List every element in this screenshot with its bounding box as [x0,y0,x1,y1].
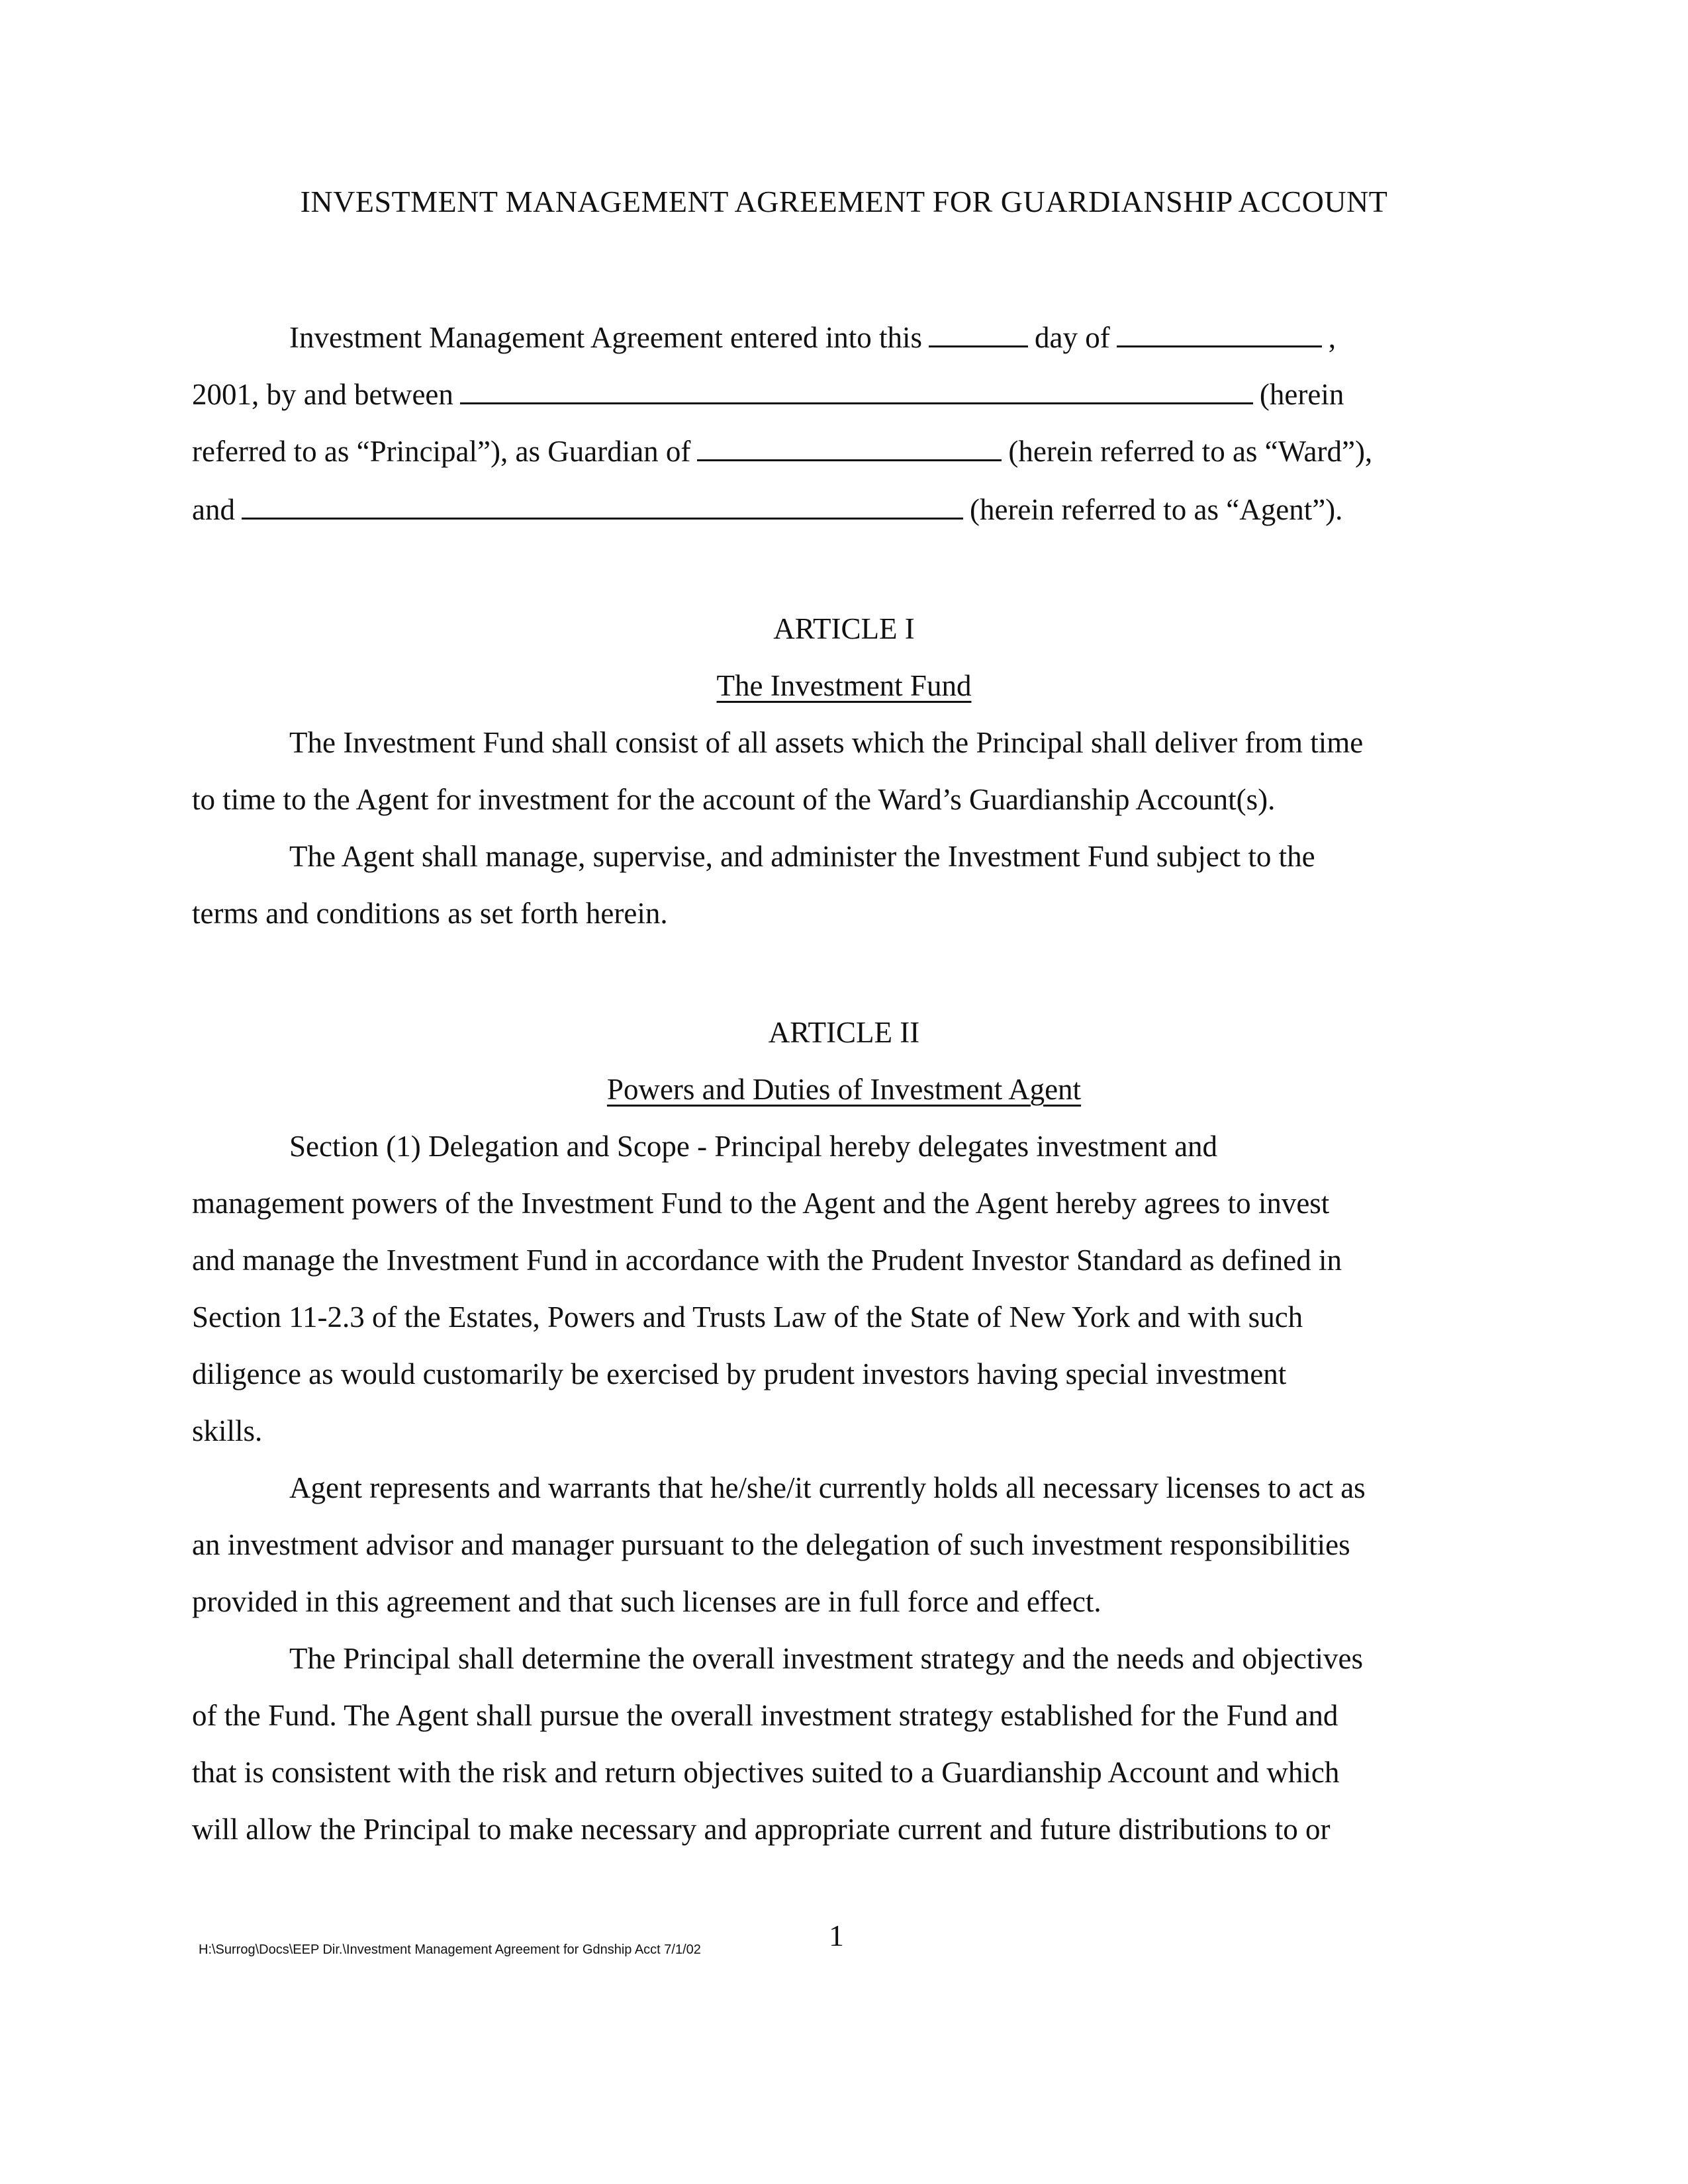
article-2-line: diligence as would customarily be exercised by prudent investors having special investment [192,1357,1287,1390]
preamble-text: (herein [1259,378,1344,411]
agent-name-blank [242,491,963,520]
preamble-text: , [1328,321,1336,354]
page-number: 1 [829,1919,844,1952]
preamble-text: Investment Management Agreement entered into this [289,321,922,354]
article-2-line: provided in this agreement and that such licenses are in full force and effect. [192,1585,1102,1618]
ward-name-blank [697,433,1002,461]
article-2-subheading-text: Powers and Duties of Investment Agent [606,1073,1082,1106]
article-2-line: will allow the Principal to make necessary and appropriate current and future distributions to or [192,1813,1331,1846]
preamble-text: day of [1034,321,1110,354]
article-1-subheading-text: The Investment Fund [716,669,972,702]
preamble-line-1 [289,318,1600,357]
article-1-line: The Agent shall manage, supervise, and administer the Investment Fund subject to the [289,840,1315,873]
preamble-text: 2001, by and between [192,378,453,411]
article-2-line: management powers of the Investment Fund to the Agent and the Agent hereby agrees to invest [192,1187,1330,1220]
footer-file-path: H:\Surrog\Docs\EEP Dir.\Investment Management Agreement for Gdnship Acct 7/1/02 [199,1942,701,1957]
preamble-text: (herein referred to as “Agent”). [969,493,1343,526]
article-1-heading: ARTICLE I [773,612,915,645]
principal-name-blank [460,376,1253,404]
article-2-line: skills. [192,1414,263,1447]
article-2-heading: ARTICLE II [768,1016,920,1049]
article-2-line: Section 11-2.3 of the Estates, Powers and Trusts Law of the State of New York and with such [192,1300,1303,1334]
preamble-text: and [192,493,235,526]
article-2-line: that is consistent with the risk and return objectives suited to a Guardianship Account and which [192,1756,1340,1789]
article-2-line: Section (1) Delegation and Scope - Principal hereby delegates investment and [289,1130,1218,1163]
month-blank [1117,319,1322,347]
article-2-line: Agent represents and warrants that he/she/it currently holds all necessary licenses to act as [289,1471,1366,1504]
article-2-subheading [0,1069,1688,1109]
article-1-line: terms and conditions as set forth herein. [192,897,668,930]
article-2-line: and manage the Investment Fund in accordance with the Prudent Investor Standard as defined in [192,1244,1342,1277]
article-2-line: of the Fund. The Agent shall pursue the overall investment strategy established for the Fund and [192,1699,1338,1732]
preamble-text: (herein referred to as “Ward”), [1008,435,1373,468]
article-2-line: The Principal shall determine the overall investment strategy and the needs and objectives [289,1642,1363,1675]
preamble-line-3 [192,432,1503,471]
article-1-line: The Investment Fund shall consist of all assets which the Principal shall deliver from time [289,726,1364,759]
article-2-line: an investment advisor and manager pursuant to the delegation of such investment responsibilities [192,1528,1350,1561]
article-1-line: to time to the Agent for investment for the account of the Ward’s Guardianship Account(s). [192,783,1276,816]
preamble-line-4 [192,490,1503,529]
document-title: INVESTMENT MANAGEMENT AGREEMENT FOR GUARDIANSHIP ACCOUNT [300,185,1388,218]
preamble-text: referred to as “Principal”), as Guardian of [192,435,691,468]
article-1-subheading [0,666,1688,705]
preamble-line-2 [192,375,1503,414]
day-blank [929,319,1028,347]
